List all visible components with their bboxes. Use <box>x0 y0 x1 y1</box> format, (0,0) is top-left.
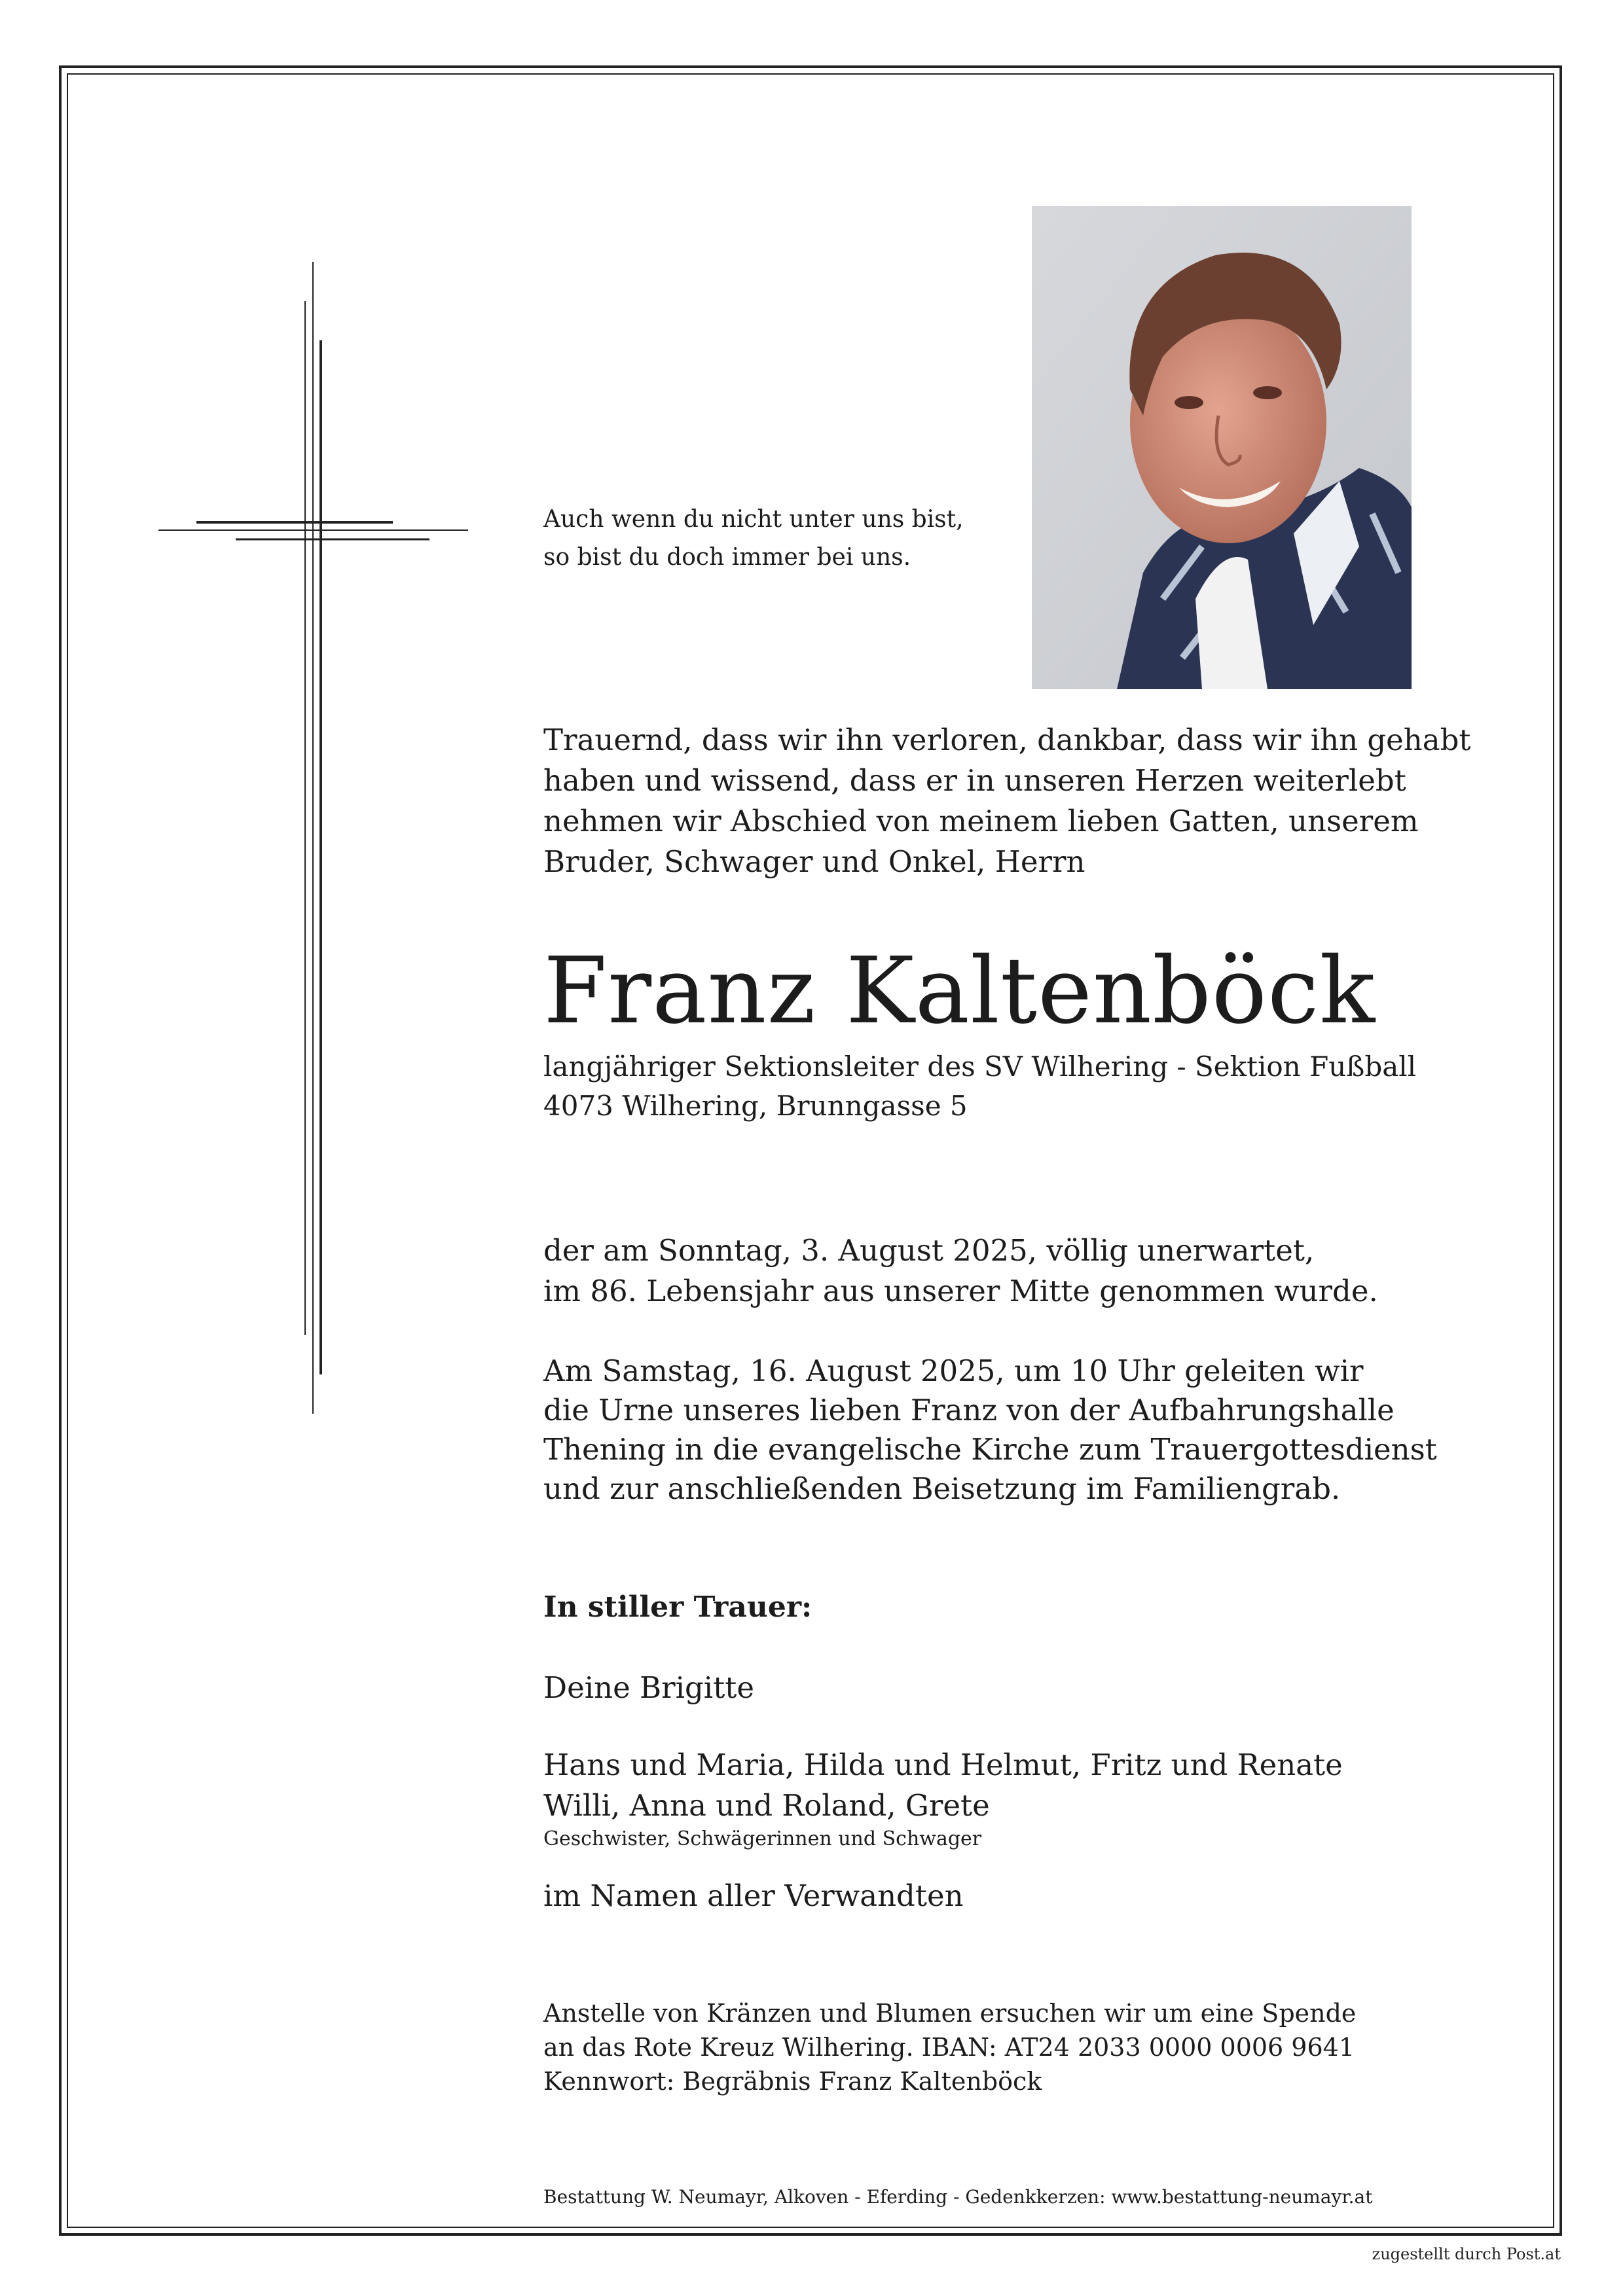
spouse-name: Deine Brigitte <box>543 1670 754 1705</box>
deceased-details <box>543 1047 1416 1126</box>
opening-quote <box>543 501 964 577</box>
ceremony-notice <box>543 1352 1437 1509</box>
intro-line: Bruder, Schwager und Onkel, Herrn <box>543 844 1085 879</box>
relatives-note: im Namen aller Verwandten <box>543 1878 964 1913</box>
intro-line: Trauernd, dass wir ihn verloren, dankbar, dass wir ihn gehabt <box>543 723 1471 757</box>
intro-paragraph <box>543 720 1512 882</box>
donation-line: Anstelle von Kränzen und Blumen ersuchen wir um eine Spende <box>543 1999 1357 2028</box>
intro-line: haben und wissend, dass er in unseren Herzen weiterlebt <box>543 763 1406 798</box>
intro-line: nehmen wir Abschied von meinem lieben Gatten, unserem <box>543 804 1419 838</box>
donation-notice <box>543 1996 1356 2098</box>
donation-line: Kennwort: Begräbnis Franz Kaltenböck <box>543 2067 1042 2096</box>
siblings-line: Hans und Maria, Hilda und Helmut, Fritz und Renate <box>543 1748 1343 1782</box>
mourners-heading: In stiller Trauer: <box>543 1590 812 1624</box>
postal-note: zugestellt durch Post.at <box>1372 2245 1561 2263</box>
donation-line: an das Rote Kreuz Wilhering. IBAN: AT24 2033 0000 0006 9641 <box>543 2033 1355 2062</box>
siblings-line: Willi, Anna und Roland, Grete <box>543 1788 990 1823</box>
ceremony-line: die Urne unseres lieben Franz von der Aufbahrungshalle <box>543 1393 1395 1427</box>
death-line: der am Sonntag, 3. August 2025, völlig unerwartet, <box>543 1233 1315 1268</box>
portrait-photo <box>1032 206 1412 689</box>
ceremony-line: Am Samstag, 16. August 2025, um 10 Uhr geleiten wir <box>543 1354 1364 1388</box>
deceased-title: langjähriger Sektionsleiter des SV Wilhering - Sektion Fußball <box>543 1050 1417 1083</box>
ceremony-line: Thening in die evangelische Kirche zum Trauergottesdienst <box>543 1432 1437 1467</box>
death-line: im 86. Lebensjahr aus unserer Mitte genommen wurde. <box>543 1274 1378 1308</box>
death-notice <box>543 1230 1378 1312</box>
ceremony-line: und zur anschließenden Beisetzung im Familiengrab. <box>543 1471 1341 1506</box>
siblings-list <box>543 1745 1343 1826</box>
funeral-home-footer: Bestattung W. Neumayr, Alkoven - Eferding - Gedenkkerzen: www.bestattung-neumayr.at <box>543 2186 1373 2208</box>
quote-line: Auch wenn du nicht unter uns bist, <box>543 506 964 533</box>
deceased-address: 4073 Wilhering, Brunngasse 5 <box>543 1090 968 1122</box>
siblings-relation: Geschwister, Schwägerinnen und Schwager <box>543 1827 982 1850</box>
deceased-name: Franz Kaltenböck <box>543 938 1376 1045</box>
quote-line: so bist du doch immer bei uns. <box>543 544 911 571</box>
